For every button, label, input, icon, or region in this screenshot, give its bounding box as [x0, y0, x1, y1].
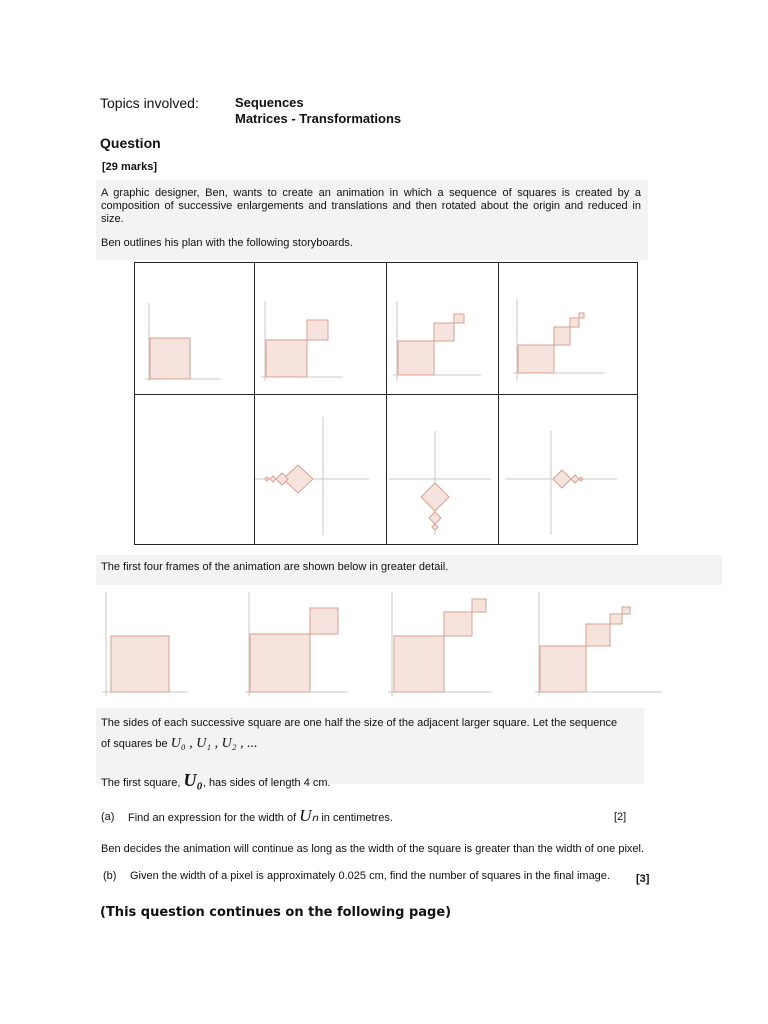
part-a-label: (a): [101, 811, 115, 823]
topic-matrices: Matrices - Transformations: [235, 111, 402, 126]
part-b-text: Given the width of a pixel is approximately 0.025 cm, find the number of squares in the final image.: [130, 870, 610, 882]
storyboard-frame-7: [387, 395, 499, 544]
part-b-marks: [3]: [636, 873, 650, 885]
sequence-symbols: U₀ , U₁ , U₂ , ...: [170, 736, 258, 751]
sequence-line: [101, 736, 258, 752]
first-square-post: , has sides of length 4 cm.: [202, 777, 331, 789]
detail-frame-3: [386, 588, 494, 700]
total-marks: [29 marks]: [102, 161, 158, 173]
question-title: Question: [100, 135, 161, 151]
storyboard-frame-2: [255, 263, 387, 395]
first-square-symbol: U₀: [183, 770, 203, 790]
part-a-text-post: in centimetres.: [321, 812, 393, 824]
part-a-text: [128, 806, 393, 826]
part-a-text-pre: Find an expression for the width of: [128, 812, 297, 824]
detail-intro: The first four frames of the animation are shown below in greater detail.: [101, 561, 449, 573]
storyboard-frame-3: [387, 263, 499, 395]
storyboard-frame-1: [135, 263, 255, 395]
part-b-label: (b): [103, 870, 117, 882]
storyboard-frame-6: [255, 395, 387, 544]
detail-frame-4: [532, 588, 668, 700]
storyboard-intro: Ben outlines his plan with the following storyboards.: [101, 237, 353, 249]
part-a-symbol: Uₙ: [299, 806, 319, 825]
topic-sequences: Sequences: [235, 95, 304, 110]
topics-label: Topics involved:: [100, 95, 199, 111]
sides-text-2: of squares be: [101, 738, 168, 750]
continuation-note: (This question continues on the following page): [100, 905, 452, 920]
storyboard-frame-8: [499, 395, 637, 544]
intro-paragraph: A graphic designer, Ben, wants to create an animation in which a sequence of squares is created by a composition of successive enlargements and translations and then rotated about the origin and reduced in size.: [101, 187, 641, 225]
first-square-line: [101, 770, 331, 791]
sides-text-1: The sides of each successive square are one half the size of the adjacent larger square. Let the sequence: [101, 717, 618, 729]
storyboard-frame-4: [499, 263, 637, 395]
first-square-pre: The first square,: [101, 777, 181, 789]
storyboard-grid: [134, 262, 638, 545]
detail-frame-1: [100, 588, 190, 700]
storyboard-frame-5: [135, 395, 255, 544]
detail-frame-2: [242, 588, 350, 700]
part-a-marks: [2]: [614, 811, 627, 823]
pixel-text: Ben decides the animation will continue as long as the width of the square is greater than the width of one pixel.: [101, 843, 645, 855]
